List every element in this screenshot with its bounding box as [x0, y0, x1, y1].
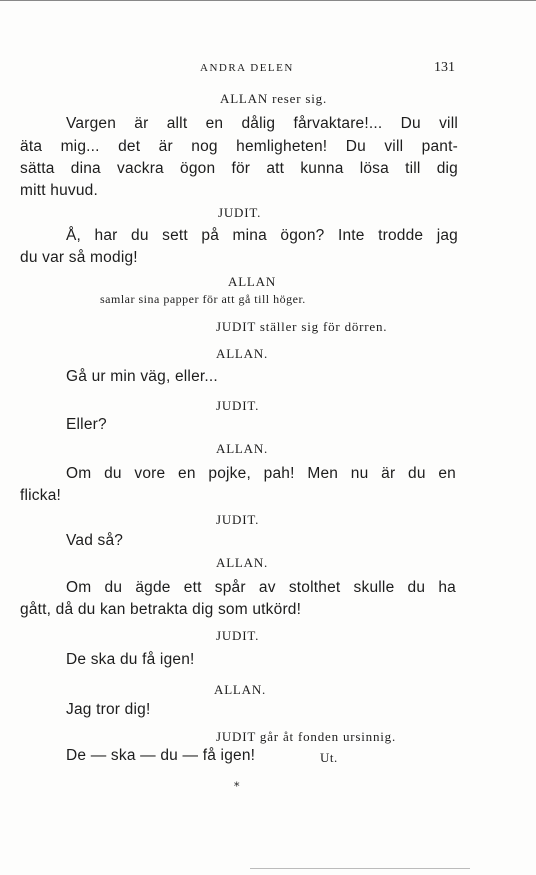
dialogue-line: De ska du få igen!: [66, 651, 195, 668]
dialogue-line: sätta dina vackra ögon för att kunna lösa till dig: [20, 160, 458, 177]
dialogue-line: Gå ur min väg, eller...: [66, 368, 218, 385]
dialogue-line: Om du ägde ett spår av stolthet skulle du ha: [66, 579, 456, 596]
speaker-label: ALLAN: [228, 274, 277, 289]
bottom-edge-line: [250, 868, 470, 869]
speaker-label: ALLAN.: [216, 555, 269, 570]
dialogue-line: Å, har du sett på mina ögon? Inte trodde jag: [66, 227, 458, 244]
stage-direction-exit: Ut.: [320, 750, 338, 765]
dialogue-line: mitt huvud.: [20, 182, 99, 199]
stage-direction: JUDIT ställer sig för dörren.: [216, 319, 388, 334]
dialogue-line: De — ska — du — få igen!: [66, 747, 256, 764]
speaker-label: JUDIT.: [216, 398, 260, 413]
section-end-mark: *: [234, 780, 240, 793]
speaker-label: JUDIT.: [216, 512, 260, 527]
dialogue-line: gått, då du kan betrakta dig som utkörd!: [20, 601, 302, 618]
speaker-label: JUDIT.: [218, 205, 262, 220]
stage-direction: JUDIT går åt fonden ursinnig.: [216, 729, 397, 744]
dialogue-line: du var så modig!: [20, 249, 138, 266]
speaker-label: ALLAN.: [216, 441, 269, 456]
dialogue-line: äta mig... det är nog hemligheten! Du vill pant-: [20, 138, 458, 155]
speaker-label: ALLAN.: [216, 346, 269, 361]
page-header: [0, 60, 536, 80]
dialogue-line: Eller?: [66, 416, 107, 433]
speaker-label: ALLAN.: [214, 682, 267, 697]
stage-direction: samlar sina papper för att gå till höger.: [100, 292, 306, 306]
dialogue-line: Om du vore en pojke, pah! Men nu är du en: [66, 465, 456, 482]
running-head: ANDRA DELEN: [200, 62, 294, 74]
top-edge-line: [0, 0, 536, 1]
page-number: 131: [434, 60, 455, 75]
speaker-label: JUDIT.: [216, 628, 260, 643]
dialogue-line: Jag tror dig!: [66, 701, 151, 718]
dialogue-line: Vargen är allt en dålig fårvaktare!... Du vill: [66, 115, 458, 132]
dialogue-line: flicka!: [20, 487, 62, 504]
stage-direction-allan-rises: ALLAN reser sig.: [220, 91, 328, 106]
dialogue-line: Vad så?: [66, 532, 124, 549]
